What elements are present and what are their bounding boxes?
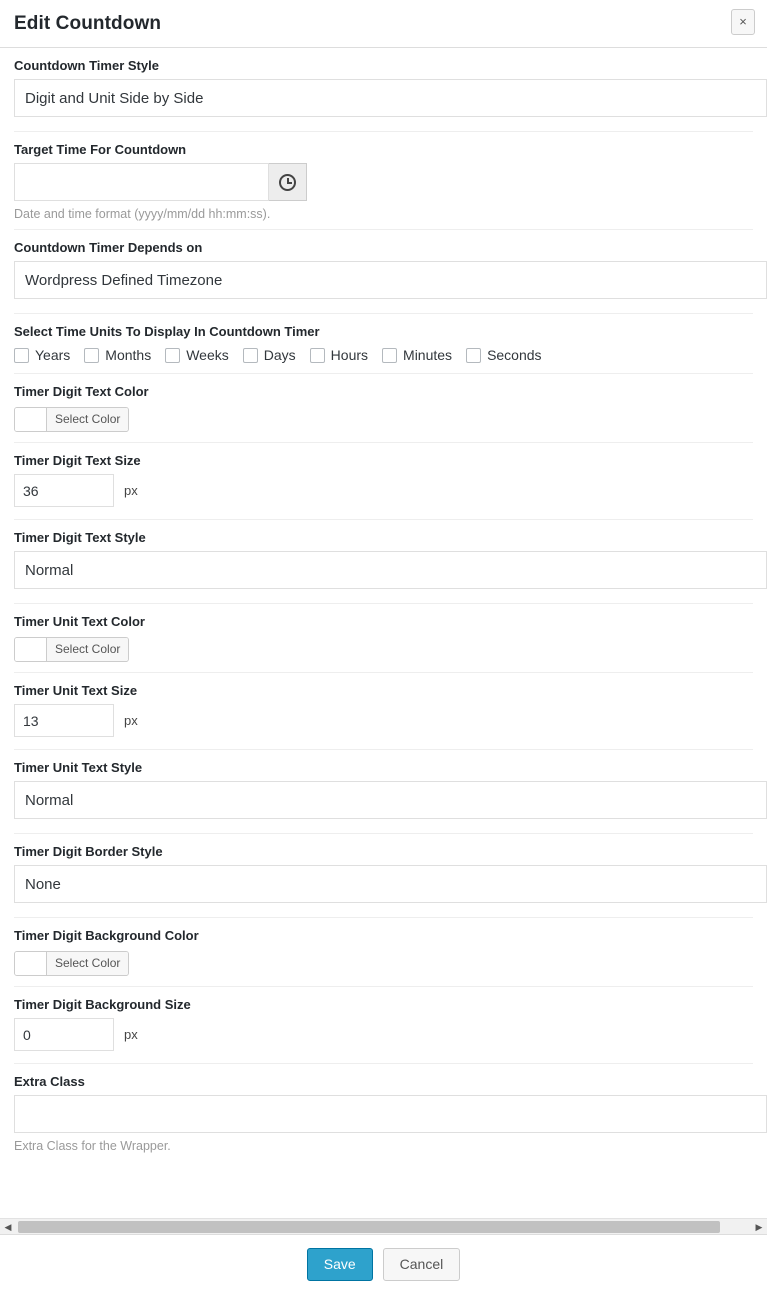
clock-icon — [279, 174, 296, 191]
settings-form — [0, 48, 767, 1218]
checkbox-minutes[interactable] — [382, 348, 397, 363]
scrollbar-track[interactable] — [16, 1219, 751, 1235]
color-picker-digit-text[interactable] — [14, 407, 129, 432]
horizontal-scrollbar[interactable] — [0, 1218, 767, 1234]
field-digit-background-color — [14, 918, 753, 987]
cancel-button[interactable]: Cancel — [383, 1248, 461, 1281]
checkbox-seconds[interactable] — [466, 348, 481, 363]
checkbox-days[interactable] — [243, 348, 258, 363]
field-unit-text-color — [14, 604, 753, 673]
color-swatch-unit-text — [15, 638, 47, 661]
field-time-units — [14, 314, 753, 374]
field-digit-text-color — [14, 374, 753, 443]
help-target-time: Date and time format (yyyy/mm/dd hh:mm:ss). — [14, 207, 271, 221]
datetime-picker-button[interactable] — [269, 163, 307, 201]
label-digit-text-size: Timer Digit Text Size — [14, 453, 141, 468]
label-unit-text-color: Timer Unit Text Color — [14, 614, 145, 629]
checkbox-label-months: Months — [105, 347, 152, 363]
scroll-left-arrow-icon[interactable]: ◀ — [4, 1221, 12, 1232]
field-unit-text-size — [14, 673, 753, 750]
color-picker-label-digit-text: Select Color — [47, 408, 128, 431]
modal-body — [0, 48, 767, 1234]
label-digit-background-size: Timer Digit Background Size — [14, 997, 191, 1012]
label-time-units: Select Time Units To Display In Countdown Timer — [14, 324, 320, 339]
checkbox-item-hours[interactable] — [310, 347, 368, 363]
field-digit-background-size — [14, 987, 753, 1064]
checkbox-label-days: Days — [263, 347, 296, 363]
field-extra-class — [14, 1064, 753, 1161]
checkbox-years[interactable] — [14, 348, 29, 363]
label-countdown-timer-style: Countdown Timer Style — [14, 58, 159, 73]
field-depends-on — [14, 230, 753, 314]
checkbox-label-weeks: Weeks — [186, 347, 229, 363]
label-depends-on: Countdown Timer Depends on — [14, 240, 203, 255]
checkbox-item-weeks[interactable] — [165, 347, 229, 363]
input-extra-class[interactable] — [14, 1095, 767, 1133]
color-picker-label-unit-text: Select Color — [47, 638, 128, 661]
help-extra-class: Extra Class for the Wrapper. — [14, 1139, 171, 1153]
color-picker-label-digit-background: Select Color — [47, 952, 128, 975]
field-digit-text-style — [14, 520, 753, 604]
label-unit-text-size: Timer Unit Text Size — [14, 683, 138, 698]
unit-digit-background-size: px — [124, 1027, 138, 1042]
checkbox-hours[interactable] — [310, 348, 325, 363]
label-target-time: Target Time For Countdown — [14, 142, 187, 157]
time-units-checkbox-group — [14, 345, 753, 373]
field-target-time — [14, 132, 753, 230]
unit-unit-text-size: px — [124, 713, 138, 728]
modal-header — [0, 0, 767, 48]
select-digit-border-style[interactable] — [14, 865, 767, 903]
input-digit-background-size[interactable] — [14, 1018, 114, 1051]
checkbox-label-minutes: Minutes — [403, 347, 453, 363]
checkbox-label-years: Years — [35, 347, 71, 363]
select-digit-text-style[interactable] — [14, 551, 767, 589]
label-digit-background-color: Timer Digit Background Color — [14, 928, 199, 943]
scrollbar-thumb[interactable] — [18, 1221, 720, 1233]
target-time-input[interactable] — [14, 163, 269, 201]
color-swatch-digit-background — [15, 952, 47, 975]
checkbox-item-seconds[interactable] — [466, 347, 541, 363]
color-swatch-digit-text — [15, 408, 47, 431]
scroll-right-arrow-icon[interactable]: ▶ — [755, 1221, 763, 1232]
checkbox-label-hours: Hours — [330, 347, 369, 363]
label-extra-class: Extra Class — [14, 1074, 85, 1089]
color-picker-unit-text[interactable] — [14, 637, 129, 662]
field-countdown-timer-style — [14, 48, 753, 132]
label-digit-border-style: Timer Digit Border Style — [14, 844, 163, 859]
select-unit-text-style[interactable] — [14, 781, 767, 819]
checkbox-item-minutes[interactable] — [382, 347, 452, 363]
label-digit-text-color: Timer Digit Text Color — [14, 384, 149, 399]
field-unit-text-style — [14, 750, 753, 834]
checkbox-item-days[interactable] — [243, 347, 296, 363]
label-unit-text-style: Timer Unit Text Style — [14, 760, 143, 775]
unit-digit-text-size: px — [124, 483, 138, 498]
checkbox-item-years[interactable] — [14, 347, 70, 363]
checkbox-weeks[interactable] — [165, 348, 180, 363]
field-digit-text-size — [14, 443, 753, 520]
checkbox-item-months[interactable] — [84, 347, 151, 363]
save-button[interactable]: Save — [307, 1248, 373, 1281]
modal-footer — [0, 1234, 767, 1294]
field-digit-border-style — [14, 834, 753, 918]
label-digit-text-style: Timer Digit Text Style — [14, 530, 146, 545]
checkbox-months[interactable] — [84, 348, 99, 363]
input-unit-text-size[interactable] — [14, 704, 114, 737]
close-icon[interactable]: × — [731, 9, 755, 35]
select-countdown-timer-style[interactable] — [14, 79, 767, 117]
select-depends-on[interactable] — [14, 261, 767, 299]
input-digit-text-size[interactable] — [14, 474, 114, 507]
page-title: Edit Countdown — [14, 12, 162, 34]
color-picker-digit-background[interactable] — [14, 951, 129, 976]
checkbox-label-seconds: Seconds — [487, 347, 542, 363]
